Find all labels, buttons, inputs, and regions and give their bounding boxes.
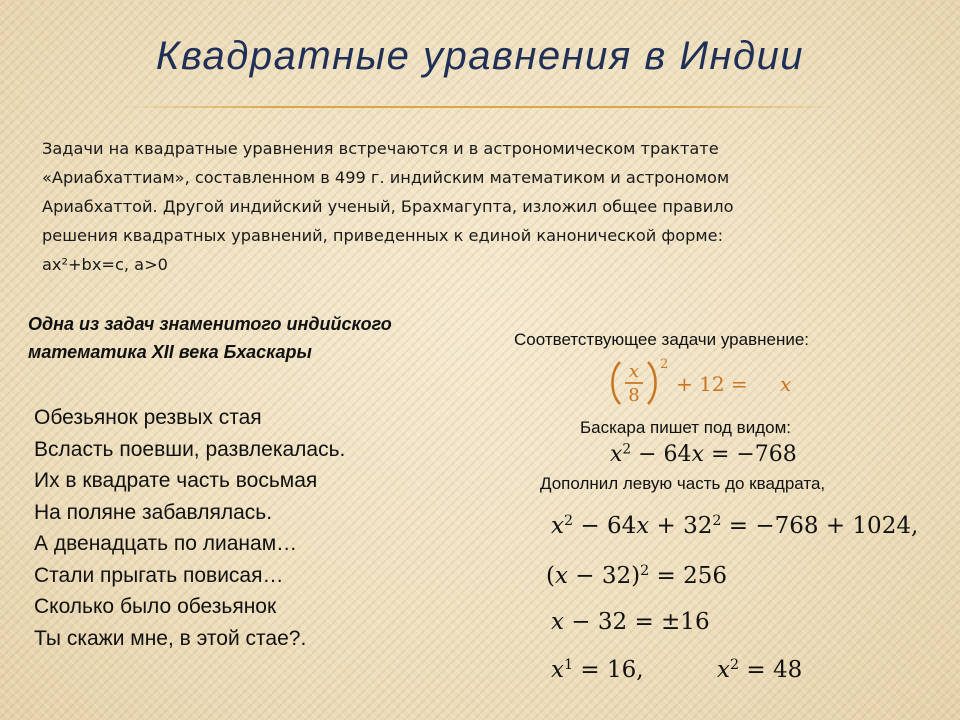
eq-exponent: 2 [729, 657, 740, 674]
equation-caption: Соответствующее задачи уравнение: [514, 330, 810, 349]
eq-term: x [610, 442, 623, 467]
canonical-form: ах²+bх=с, а>0 [42, 255, 168, 274]
intro-line: решения квадратных уравнений, приведенных к единой канонической форме: [42, 226, 724, 245]
eq-term: = −768 + 1024, [728, 513, 919, 539]
poem-line: Стали прыгать повисая… [34, 563, 284, 587]
poem-line: Обезьянок резвых стая [34, 406, 262, 429]
eq-term: x [636, 513, 650, 539]
eq-exponent: 1 [563, 657, 574, 674]
eq-term: ( [546, 563, 555, 589]
eq-term: = 16, [580, 657, 644, 683]
second-root [717, 657, 802, 683]
eq-term: − 32 = ±16 [571, 609, 710, 635]
problem-heading [28, 310, 508, 366]
problem-heading-line: математика XII века Бхаскары [28, 342, 312, 362]
eq-term: x [717, 657, 730, 683]
eq-term: − 64 [638, 442, 692, 467]
eq-term: = 256 [656, 563, 727, 589]
plus-twelve-equals: + 12 = [676, 372, 748, 396]
eq-term: x [551, 609, 564, 635]
slide-title: Квадратные уравнения в Индии [155, 34, 805, 78]
exponent: 2 [660, 357, 669, 372]
eq-exponent: 2 [563, 513, 574, 530]
eq-exponent: 2 [622, 441, 632, 458]
bhaskara-label: Баскара пишет под видом: [580, 418, 791, 437]
eq-term: + 32 [656, 513, 713, 539]
poem-line: На поляне забавлялась. [34, 500, 273, 524]
completed-square-label: Дополнил левую часть до квадрата, [540, 474, 826, 493]
fraction-numerator: x [628, 361, 640, 382]
eq-term: = 48 [746, 657, 803, 683]
eq-term: x [691, 442, 704, 467]
poem [34, 402, 474, 654]
eq-term: − 32) [575, 563, 641, 589]
bhaskara-equation [610, 442, 797, 467]
intro-line: Задачи на квадратные уравнения встречаются и в астрономическом трактате [42, 139, 719, 158]
intro-line: Ариабхаттой. Другой индийский ученый, Брахмагупта, изложил общее правило [42, 197, 734, 216]
right-hand-side: x [780, 372, 792, 396]
eq-term: x [551, 657, 564, 683]
eq-exponent: 2 [640, 563, 650, 580]
problem-heading-line: Одна из задач знаменитого индийского [28, 314, 392, 334]
right-paren [648, 362, 656, 404]
eq-exponent: 2 [712, 513, 722, 530]
square-equation [546, 563, 727, 589]
poem-line: А двенадцать по лианам… [34, 532, 298, 555]
left-paren [613, 362, 621, 404]
intro-line: «Ариабхаттиам», составленном в 499 г. индийским математиком и астрономом [42, 168, 730, 187]
eq-term: = −768 [710, 442, 797, 467]
canonical-equation [608, 356, 828, 408]
eq-term: x [554, 563, 568, 589]
intro-paragraph [42, 134, 942, 279]
title-divider [120, 106, 840, 108]
poem-line: Всласть поевши, развлекалась. [34, 437, 346, 461]
root-equation [551, 609, 710, 635]
eq-term: x [551, 513, 564, 539]
poem-line: Сколько было обезьянок [34, 595, 277, 618]
poem-line: Их в квадрате часть восьмая [34, 469, 318, 492]
poem-line: Ты скажи мне, в этой стае?. [34, 626, 307, 650]
first-root [551, 657, 644, 683]
completed-square-equation [551, 513, 918, 539]
eq-term: − 64 [580, 513, 637, 539]
fraction-denominator: 8 [628, 385, 640, 406]
